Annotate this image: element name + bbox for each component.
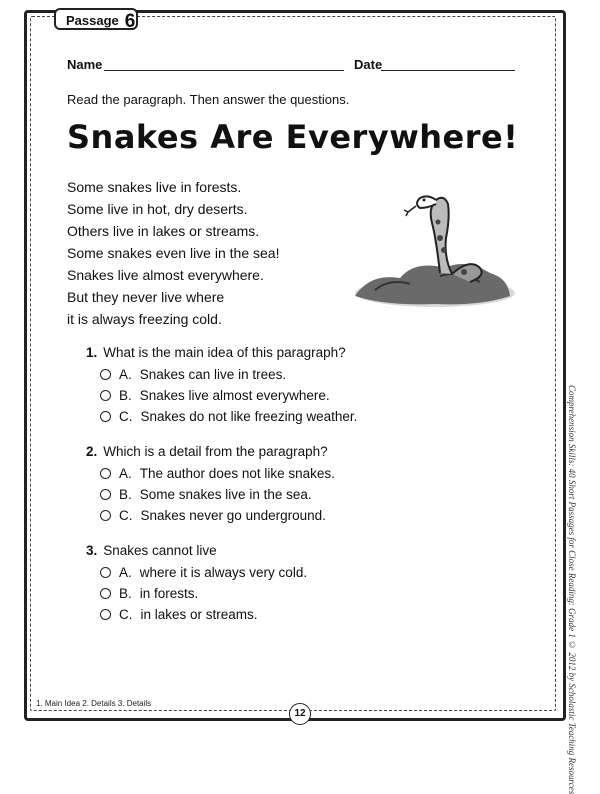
- reading-paragraph: [67, 176, 367, 330]
- paragraph-line: it is always freezing cold.: [67, 311, 222, 327]
- radio-bubble-icon[interactable]: [100, 468, 111, 479]
- option-letter: C.: [119, 409, 133, 424]
- option-letter: A.: [119, 466, 132, 481]
- radio-bubble-icon[interactable]: [100, 369, 111, 380]
- option-letter: A.: [119, 367, 132, 382]
- date-field[interactable]: [381, 70, 515, 71]
- radio-bubble-icon[interactable]: [100, 390, 111, 401]
- paragraph-line: Snakes live almost everywhere.: [67, 267, 264, 283]
- passage-tab: [54, 8, 138, 30]
- question-3: [86, 540, 526, 625]
- option-letter: B.: [119, 586, 132, 601]
- answer-option[interactable]: [86, 505, 526, 526]
- option-letter: C.: [119, 607, 133, 622]
- radio-bubble-icon[interactable]: [100, 489, 111, 500]
- option-letter: B.: [119, 388, 132, 403]
- option-letter: A.: [119, 565, 132, 580]
- passage-label: Passage: [66, 13, 119, 28]
- copyright-credit: Comprehension Skills: 40 Short Passages for Close Reading: Grade 1 © 2012 by Scholastic Teaching Resources: [567, 385, 577, 794]
- radio-bubble-icon[interactable]: [100, 510, 111, 521]
- answer-option[interactable]: [86, 562, 526, 583]
- paragraph-line: Some snakes live in forests.: [67, 179, 242, 195]
- answer-option[interactable]: [86, 484, 526, 505]
- radio-bubble-icon[interactable]: [100, 609, 111, 620]
- passage-number: 6: [124, 11, 136, 32]
- option-text: Snakes live almost everywhere.: [139, 388, 330, 403]
- radio-bubble-icon[interactable]: [100, 588, 111, 599]
- option-text: Some snakes live in the sea.: [139, 487, 312, 502]
- question-stem: Which is a detail from the paragraph?: [103, 444, 328, 459]
- snake-illustration: [340, 178, 515, 313]
- paragraph-line: Some snakes even live in the sea!: [67, 245, 280, 261]
- option-letter: C.: [119, 508, 133, 523]
- question-stem: What is the main idea of this paragraph?: [103, 345, 346, 360]
- instructions: Read the paragraph. Then answer the questions.: [67, 92, 350, 107]
- answer-option[interactable]: [86, 463, 526, 484]
- question-2: [86, 441, 526, 526]
- option-text: The author does not like snakes.: [139, 466, 335, 481]
- option-text: Snakes never go underground.: [140, 508, 326, 523]
- radio-bubble-icon[interactable]: [100, 567, 111, 578]
- answer-option[interactable]: [86, 406, 526, 427]
- question-number: 2.: [86, 444, 98, 459]
- page-title: Snakes Are Everywhere!: [67, 118, 519, 156]
- option-text: Snakes can live in trees.: [139, 367, 287, 382]
- option-text: Snakes do not like freezing weather.: [140, 409, 358, 424]
- paragraph-line: But they never live where: [67, 289, 225, 305]
- option-letter: B.: [119, 487, 132, 502]
- question-number: 3.: [86, 543, 98, 558]
- answer-option[interactable]: [86, 385, 526, 406]
- page-number: 12: [289, 703, 311, 725]
- option-text: where it is always very cold.: [139, 565, 308, 580]
- question-1: [86, 342, 526, 427]
- skills-footer: 1. Main Idea 2. Details 3. Details: [36, 699, 152, 708]
- question-stem: Snakes cannot live: [103, 543, 217, 558]
- date-label: Date: [354, 57, 383, 72]
- paragraph-line: Some live in hot, dry deserts.: [67, 201, 248, 217]
- radio-bubble-icon[interactable]: [100, 411, 111, 422]
- paragraph-line: Others live in lakes or streams.: [67, 223, 260, 239]
- name-field[interactable]: [104, 70, 344, 71]
- answer-option[interactable]: [86, 583, 526, 604]
- answer-option[interactable]: [86, 604, 526, 625]
- name-label: Name: [67, 57, 103, 72]
- question-list: [86, 342, 526, 639]
- answer-option[interactable]: [86, 364, 526, 385]
- option-text: in lakes or streams.: [140, 607, 258, 622]
- option-text: in forests.: [139, 586, 199, 601]
- question-number: 1.: [86, 345, 98, 360]
